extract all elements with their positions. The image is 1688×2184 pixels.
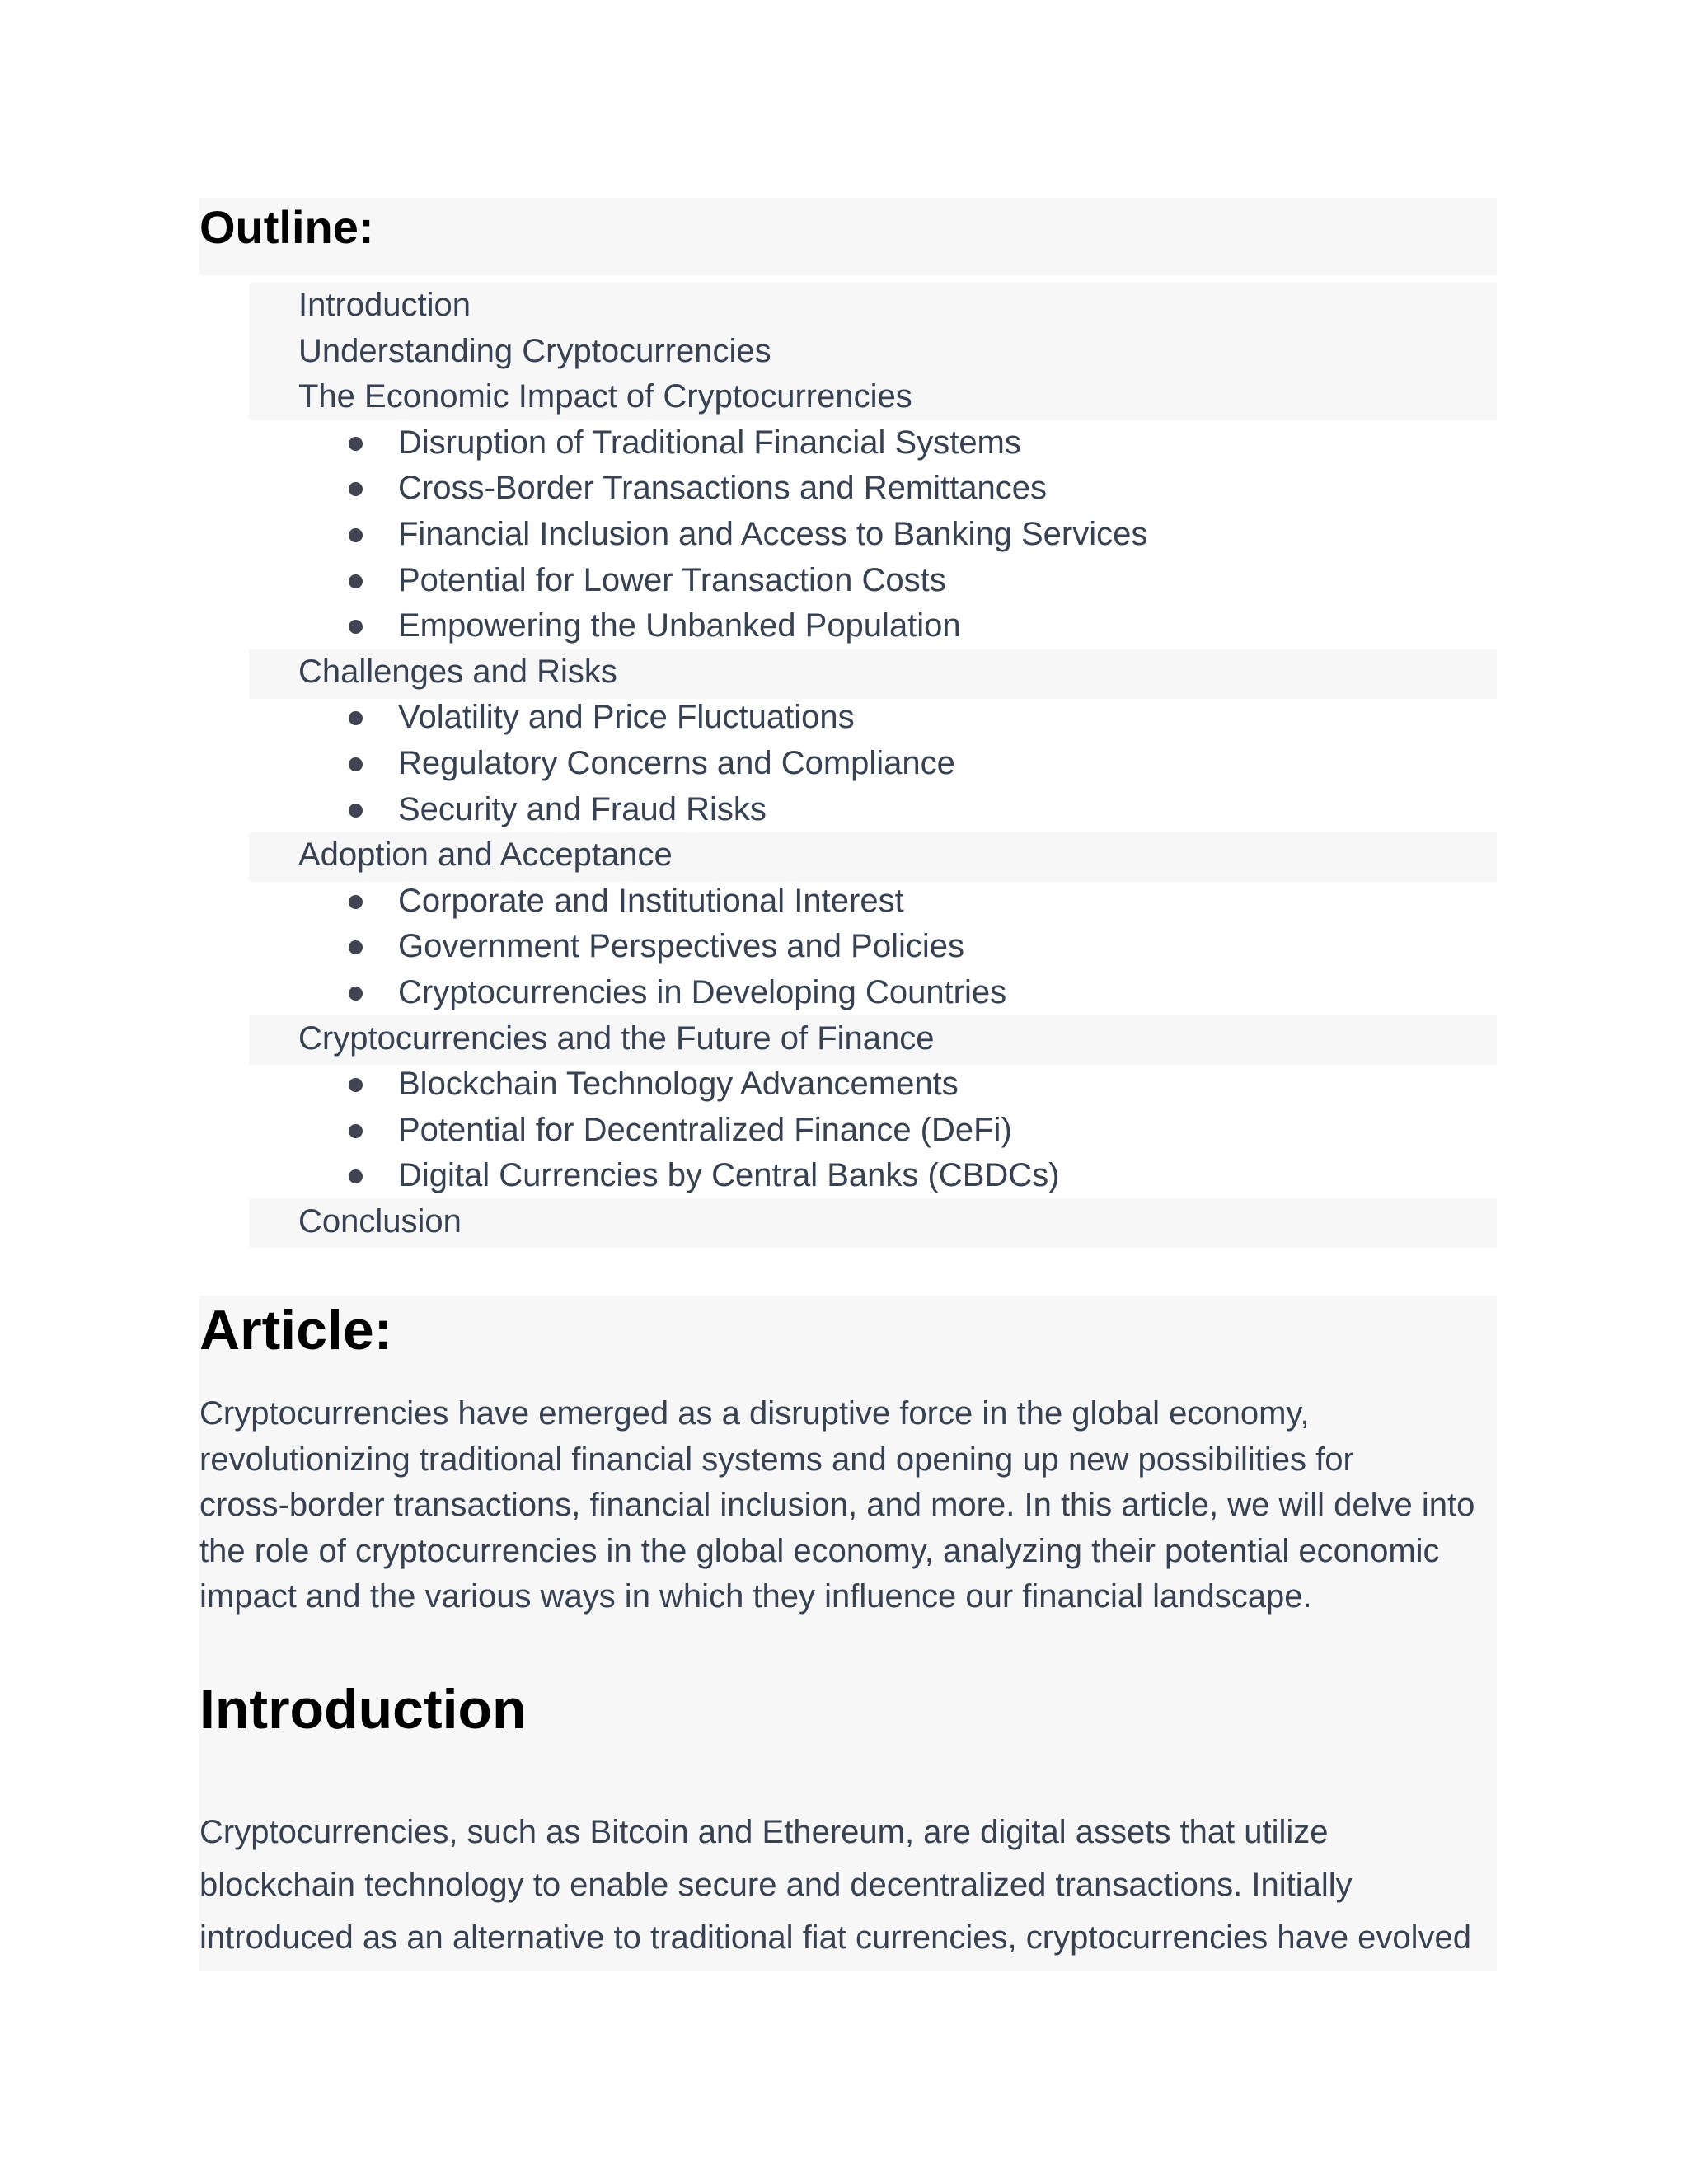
outline-item-text: Financial Inclusion and Access to Banking Services [398, 515, 1148, 552]
outline-subitem [0, 879, 1688, 925]
bullet-icon [349, 1078, 363, 1092]
bullet-icon [349, 437, 363, 451]
article-heading: Article: [199, 1299, 393, 1361]
outline-subitem [0, 741, 1688, 787]
outline-item-text: Digital Currencies by Central Banks (CBDCs) [398, 1157, 1060, 1194]
outline-item-text: Blockchain Technology Advancements [398, 1066, 959, 1103]
bullet-icon [349, 482, 363, 496]
outline-section-item [0, 283, 1688, 329]
paragraph-line: Cryptocurrencies, such as Bitcoin and Ethereum, are digital assets that utilize [199, 1814, 1329, 1850]
paragraph-line: the role of cryptocurrencies in the global economy, analyzing their potential economic [199, 1532, 1440, 1569]
paragraph-line: cross-border transactions, financial inclusion, and more. In this article, we will delve into [199, 1487, 1475, 1524]
outline-subitem [0, 1153, 1688, 1199]
outline-item-text: Cross-Border Transactions and Remittances [398, 470, 1047, 507]
paragraph-line: introduced as an alternative to traditional fiat currencies, cryptocurrencies have evolved [199, 1919, 1472, 1956]
outline-item-text: Disruption of Traditional Financial Systems [398, 424, 1021, 461]
bullet-icon [349, 528, 363, 542]
paragraph-line: impact and the various ways in which they influence our financial landscape. [199, 1578, 1312, 1615]
outline-item-text: Volatility and Price Fluctuations [398, 699, 855, 736]
paragraph-line: revolutionizing traditional financial systems and opening up new possibilities for [199, 1441, 1354, 1478]
article-paragraph [199, 1391, 1493, 1620]
outline-section-item [0, 1016, 1688, 1062]
bullet-icon [349, 1169, 363, 1183]
outline-item-text: Government Perspectives and Policies [398, 928, 964, 965]
paragraph-line: blockchain technology to enable secure and decentralized transactions. Initially [199, 1867, 1353, 1903]
outline-heading-shade [199, 198, 1497, 275]
outline-subitem [0, 970, 1688, 1016]
outline-subitem [0, 1108, 1688, 1154]
outline-item-text: Cryptocurrencies in Developing Countries [398, 973, 1007, 1010]
bullet-icon [349, 620, 363, 634]
bullet-icon [349, 940, 363, 954]
outline-section-item [0, 374, 1688, 420]
bullet-icon [349, 1124, 363, 1138]
bullet-icon [349, 711, 363, 725]
outline-section-item [0, 649, 1688, 696]
outline-subitem [0, 695, 1688, 741]
outline-subitem [0, 603, 1688, 649]
outline-subitem [0, 924, 1688, 970]
outline-subitem [0, 1062, 1688, 1108]
outline-subitem [0, 512, 1688, 558]
outline-item-text: Conclusion [298, 1202, 462, 1240]
bullet-icon [349, 987, 363, 1001]
outline-subitem [0, 420, 1688, 466]
outline-subitem [0, 787, 1688, 833]
outline-item-text: Security and Fraud Risks [398, 790, 767, 827]
bullet-icon [349, 895, 363, 909]
bullet-icon [349, 804, 363, 818]
outline-item-text: Potential for Lower Transaction Costs [398, 561, 946, 598]
outline-item-text: Introduction [298, 287, 471, 323]
introduction-paragraph [199, 1806, 1493, 1964]
introduction-heading: Introduction [199, 1678, 527, 1741]
bullet-icon [349, 574, 363, 588]
outline-item-text: The Economic Impact of Cryptocurrencies [298, 378, 912, 415]
outline-item-text: Cryptocurrencies and the Future of Finance [298, 1019, 935, 1057]
outline-list [0, 283, 1688, 1244]
outline-item-text: Challenges and Risks [298, 653, 617, 690]
outline-item-text: Understanding Cryptocurrencies [298, 332, 771, 369]
outline-item-text: Potential for Decentralized Finance (DeFi) [398, 1111, 1012, 1148]
outline-section-item [0, 832, 1688, 879]
outline-item-text: Empowering the Unbanked Population [398, 607, 961, 644]
outline-item-text: Regulatory Concerns and Compliance [398, 744, 955, 781]
outline-item-text: Adoption and Acceptance [298, 837, 673, 874]
outline-item-text: Corporate and Institutional Interest [398, 882, 904, 919]
outline-heading: Outline: [199, 201, 374, 253]
paragraph-line: Cryptocurrencies have emerged as a disruptive force in the global economy, [199, 1395, 1310, 1432]
outline-subitem [0, 558, 1688, 604]
outline-section-item [0, 329, 1688, 375]
outline-section-item [0, 1199, 1688, 1245]
outline-subitem [0, 466, 1688, 512]
bullet-icon [349, 757, 363, 771]
